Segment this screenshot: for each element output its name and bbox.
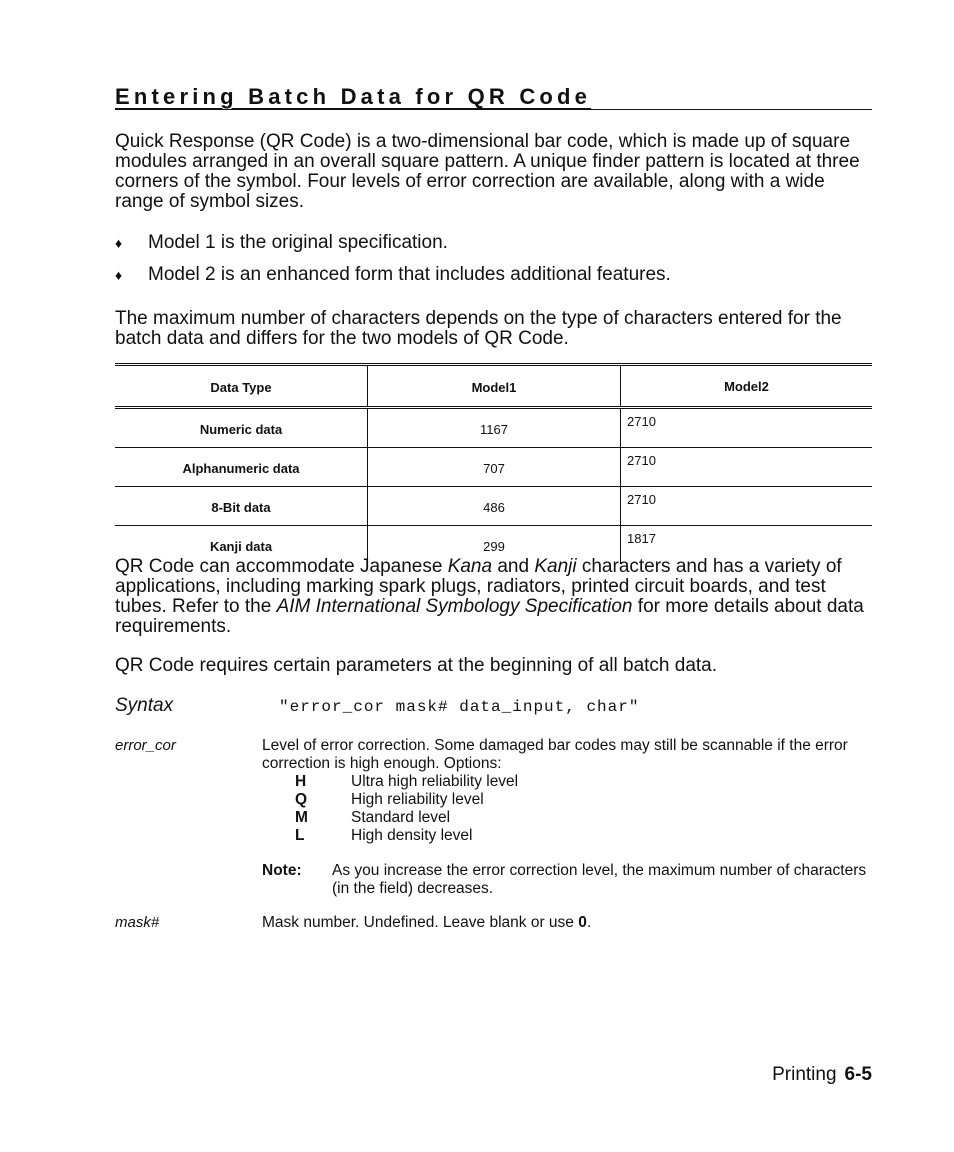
table-cell: 2710 <box>621 448 873 487</box>
syntax-label: Syntax <box>115 695 174 716</box>
table-header: Model1 <box>368 365 621 408</box>
text-span: . <box>586 914 592 931</box>
table-cell: Numeric data <box>115 408 368 448</box>
syntax-code: "error_cor mask# data_input, char" <box>279 698 640 716</box>
table-row <box>115 408 872 448</box>
page-number: 6-5 <box>844 1064 872 1085</box>
table-cell: 2710 <box>621 487 873 526</box>
italic-term: Kana <box>447 556 493 577</box>
table-cell: 299 <box>368 526 621 565</box>
table-header: Model2 <box>621 365 873 408</box>
table-cell: 2710 <box>621 408 873 448</box>
bullet-item <box>115 233 448 253</box>
intro-paragraph: Quick Response (QR Code) is a two-dimensional bar code, which is made up of square modules arranged in an overall square pattern. A unique finder pattern is located at three corners of the symbol. Four levels of error correction are available, along with a wide range of symbol sizes. <box>115 131 860 212</box>
option-label: High density level <box>351 827 473 844</box>
table-cell: 1167 <box>368 408 621 448</box>
text-span: QR Code can accommodate Japanese <box>115 556 448 577</box>
note-text: As you increase the error correction level, the maximum number of characters (in the field) decreases. <box>332 862 867 897</box>
table-cell: 8-Bit data <box>115 487 368 526</box>
bullet-text: Model 1 is the original specification. <box>148 232 448 253</box>
option-key: L <box>295 827 305 844</box>
table-cell: Alphanumeric data <box>115 448 368 487</box>
option-key: Q <box>295 791 308 808</box>
table-row <box>115 448 872 487</box>
option-key: H <box>295 773 307 790</box>
diamond-bullet-icon: ♦ <box>115 267 123 283</box>
table-row <box>115 487 872 526</box>
page-title: Entering Batch Data for QR Code <box>115 84 592 109</box>
bullet-item <box>115 265 671 285</box>
mask-default-value: 0 <box>578 914 587 931</box>
page-footer <box>772 1064 872 1086</box>
data-type-table <box>115 363 872 564</box>
max-chars-paragraph: The maximum number of characters depends on the type of characters entered for the batch data and differs for the two models of QR Code. <box>115 308 842 349</box>
note-label: Note: <box>262 862 302 879</box>
text-span: Mask number. Undefined. Leave blank or use <box>262 914 579 931</box>
table-header: Data Type <box>115 365 368 408</box>
table-cell: 707 <box>368 448 621 487</box>
option-label: Ultra high reliability level <box>351 773 519 790</box>
title-rule <box>115 109 872 110</box>
param-desc-error-cor: Level of error correction. Some damaged bar codes may still be scannable if the error correction is high enough. Options: <box>262 737 848 772</box>
option-key: M <box>295 809 308 826</box>
text-span: for more details about data requirements. <box>115 596 864 637</box>
table-cell: 1817 <box>627 531 656 546</box>
italic-term: Kanji <box>534 556 577 577</box>
table-cell: Kanji data <box>115 526 368 565</box>
bullet-text: Model 2 is an enhanced form that includes additional features. <box>148 264 671 285</box>
param-term-mask: mask# <box>115 914 160 931</box>
table-cell: 486 <box>368 487 621 526</box>
param-term-error-cor: error_cor <box>115 737 176 754</box>
footer-section: Printing <box>772 1064 837 1085</box>
option-label: High reliability level <box>351 791 484 808</box>
spec-reference: AIM International Symbology Specification <box>276 596 633 617</box>
option-label: Standard level <box>351 809 451 826</box>
table-header-row <box>115 365 872 408</box>
param-desc-mask <box>262 914 874 932</box>
text-span: characters and has a variety of applications, including marking spark plugs, radiators, printed circuit boards, and test tubes. Refer to the <box>115 556 842 617</box>
diamond-bullet-icon: ♦ <box>115 235 123 251</box>
text-span: and <box>492 556 535 577</box>
kanji-paragraph <box>115 557 872 637</box>
params-paragraph: QR Code requires certain parameters at the beginning of all batch data. <box>115 655 718 676</box>
